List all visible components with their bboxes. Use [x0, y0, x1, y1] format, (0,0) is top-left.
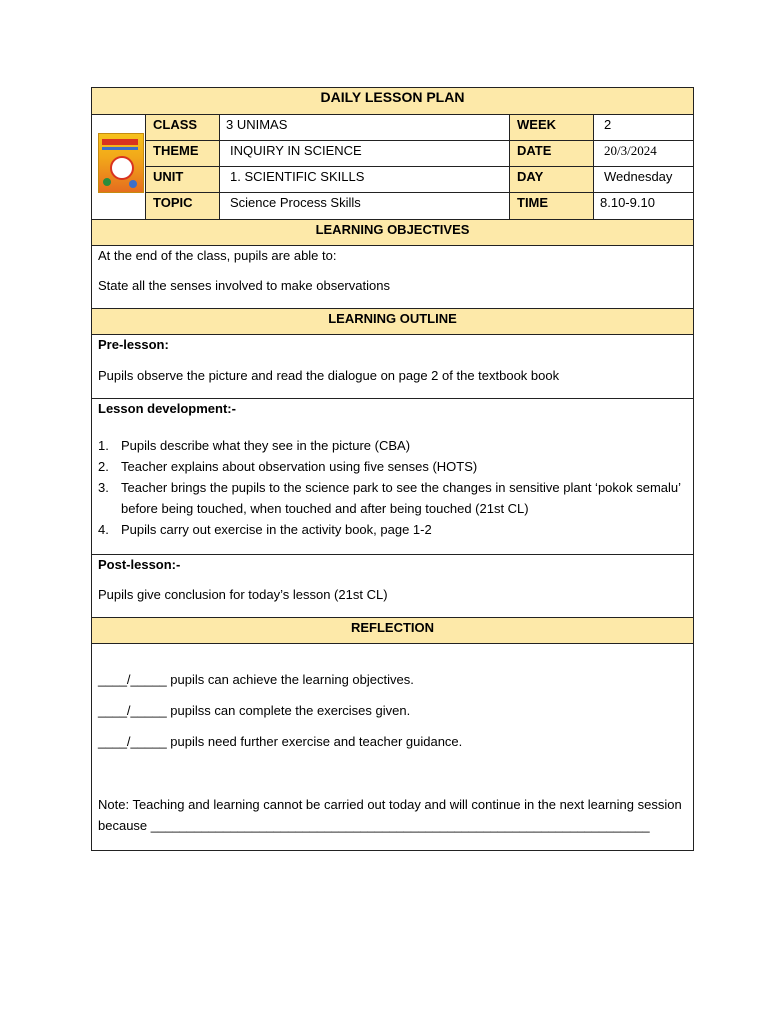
- learning-outline-heading: LEARNING OUTLINE: [92, 309, 693, 335]
- value-theme: INQUIRY IN SCIENCE: [220, 141, 510, 166]
- info-row-unit: [146, 167, 694, 193]
- value-day: Wednesday: [604, 169, 673, 184]
- pre-lesson-section: [92, 335, 693, 399]
- label-class: CLASS: [146, 115, 220, 140]
- value-week: 2: [604, 117, 612, 132]
- post-lesson-text: Pupils give conclusion for today’s lesson (21st CL): [98, 587, 388, 602]
- reflection-section: [92, 644, 693, 850]
- learning-objectives-heading: LEARNING OBJECTIVES: [92, 220, 693, 246]
- textbook-cover-image: [98, 133, 144, 193]
- value-unit: 1. SCIENTIFIC SKILLS: [220, 167, 510, 192]
- objectives-intro: At the end of the class, pupils are able to:: [98, 248, 337, 263]
- info-row-class: [146, 115, 694, 141]
- post-lesson-section: [92, 555, 693, 618]
- label-topic: TOPIC: [146, 193, 220, 219]
- reflection-note: Note: Teaching and learning cannot be carried out today and will continue in the next learning session because _____________________________________________________________________: [98, 797, 682, 833]
- label-date: DATE: [510, 141, 594, 166]
- reflection-line: ____/_____ pupilss can complete the exercises given.: [98, 703, 411, 718]
- development-step: 3. Teacher brings the pupils to the science park to see the changes in sensitive plant ‘pokok semalu’ before being touched, when touched and after being touched (21st CL): [98, 480, 681, 516]
- lesson-development-label: Lesson development:-: [98, 401, 236, 416]
- reflection-heading: REFLECTION: [92, 618, 693, 644]
- pre-lesson-text: Pupils observe the picture and read the dialogue on page 2 of the textbook book: [98, 368, 560, 383]
- value-class: 3 UNIMAS: [220, 115, 510, 140]
- post-lesson-label: Post-lesson:-: [98, 557, 181, 572]
- label-week: WEEK: [510, 115, 594, 140]
- objective-item: State all the senses involved to make observations: [98, 278, 390, 293]
- lesson-development-steps: [98, 435, 687, 540]
- reflection-line: ____/_____ pupils can achieve the learning objectives.: [98, 672, 414, 687]
- learning-objectives-section: [92, 246, 693, 309]
- page-title: DAILY LESSON PLAN: [92, 88, 693, 115]
- info-row-theme: [146, 141, 694, 167]
- development-step: 4. Pupils carry out exercise in the activity book, page 1-2: [98, 522, 432, 537]
- development-step: 2. Teacher explains about observation using five senses (HOTS): [98, 459, 478, 474]
- pre-lesson-label: Pre-lesson:: [98, 337, 169, 352]
- reflection-line: ____/_____ pupils need further exercise and teacher guidance.: [98, 734, 463, 749]
- lesson-plan-table: [91, 87, 694, 851]
- cover-cell: [92, 115, 146, 219]
- info-grid: [146, 115, 694, 219]
- lesson-info: [92, 115, 693, 220]
- value-topic: Science Process Skills: [220, 193, 510, 219]
- value-date: 20/3/2024: [604, 143, 657, 158]
- label-day: DAY: [510, 167, 594, 192]
- label-time: TIME: [510, 193, 594, 219]
- label-theme: THEME: [146, 141, 220, 166]
- label-unit: UNIT: [146, 167, 220, 192]
- info-row-topic: [146, 193, 694, 219]
- value-time: 8.10-9.10: [600, 195, 655, 210]
- development-step: 1. Pupils describe what they see in the picture (CBA): [98, 438, 411, 453]
- lesson-development-section: [92, 399, 693, 555]
